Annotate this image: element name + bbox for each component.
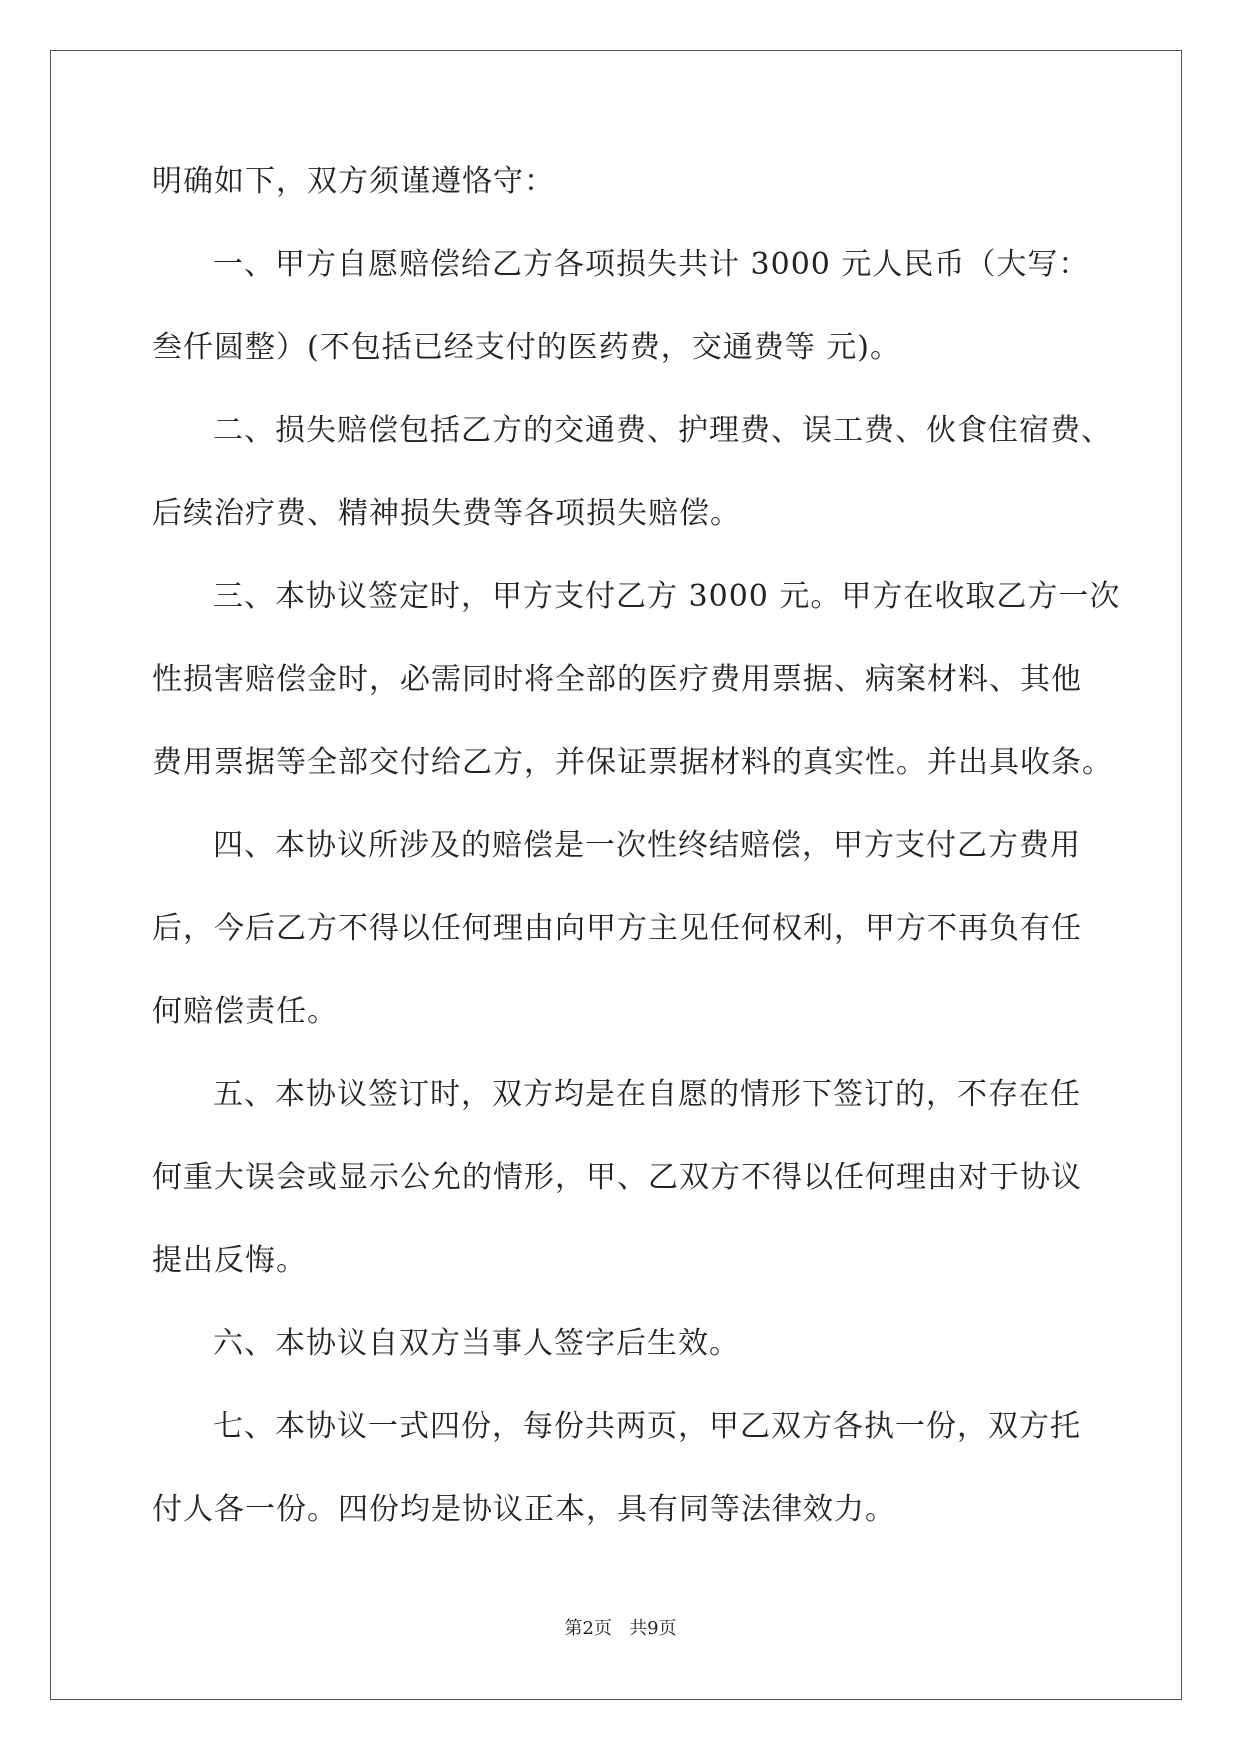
text-line: 五、本协议签订时，双方均是在自愿的情形下签订的，不存在任 <box>213 1077 1081 1112</box>
text-line: 四、本协议所涉及的赔偿是一次性终结赔偿，甲方支付乙方费用 <box>213 828 1081 863</box>
current-page-label: 第2页 <box>564 1618 612 1639</box>
text-line: 何重大误会或显示公允的情形，甲、乙双方不得以任何理由对于协议 <box>152 1160 1082 1195</box>
text-line: 三、本协议签定时，甲方支付乙方 3000 元。甲方在收取乙方一次 <box>213 579 1121 614</box>
text-line: 七、本协议一式四份，每份共两页，甲乙双方各执一份，双方托 <box>213 1409 1081 1444</box>
text-line: 费用票据等全部交付给乙方，并保证票据材料的真实性。并出具收条。 <box>152 745 1113 780</box>
text-line: 提出反悔。 <box>152 1243 307 1278</box>
text-line: 付人各一份。四份均是协议正本，具有同等法律效力。 <box>152 1492 896 1527</box>
total-pages-label: 共9页 <box>629 1618 677 1639</box>
text-line: 后续治疗费、精神损失费等各项损失赔偿。 <box>152 496 741 531</box>
text-line: 性损害赔偿金时，必需同时将全部的医疗费用票据、病案材料、其他 <box>152 662 1082 697</box>
text-line: 明确如下，双方须谨遵恪守： <box>152 164 555 199</box>
text-line: 何赔偿责任。 <box>152 994 338 1029</box>
text-line: 六、本协议自双方当事人签字后生效。 <box>213 1326 740 1361</box>
text-line: 叁仟圆整）(不包括已经支付的医药费，交通费等 元)。 <box>152 330 901 365</box>
document-body <box>152 162 1121 1573</box>
page-footer <box>0 1617 1241 1641</box>
text-line: 二、损失赔偿包括乙方的交通费、护理费、误工费、伙食住宿费、 <box>213 413 1112 448</box>
text-line: 后，今后乙方不得以任何理由向甲方主见任何权利，甲方不再负有任 <box>152 911 1082 946</box>
text-line: 一、甲方自愿赔偿给乙方各项损失共计 3000 元人民币（大写： <box>213 247 1090 282</box>
